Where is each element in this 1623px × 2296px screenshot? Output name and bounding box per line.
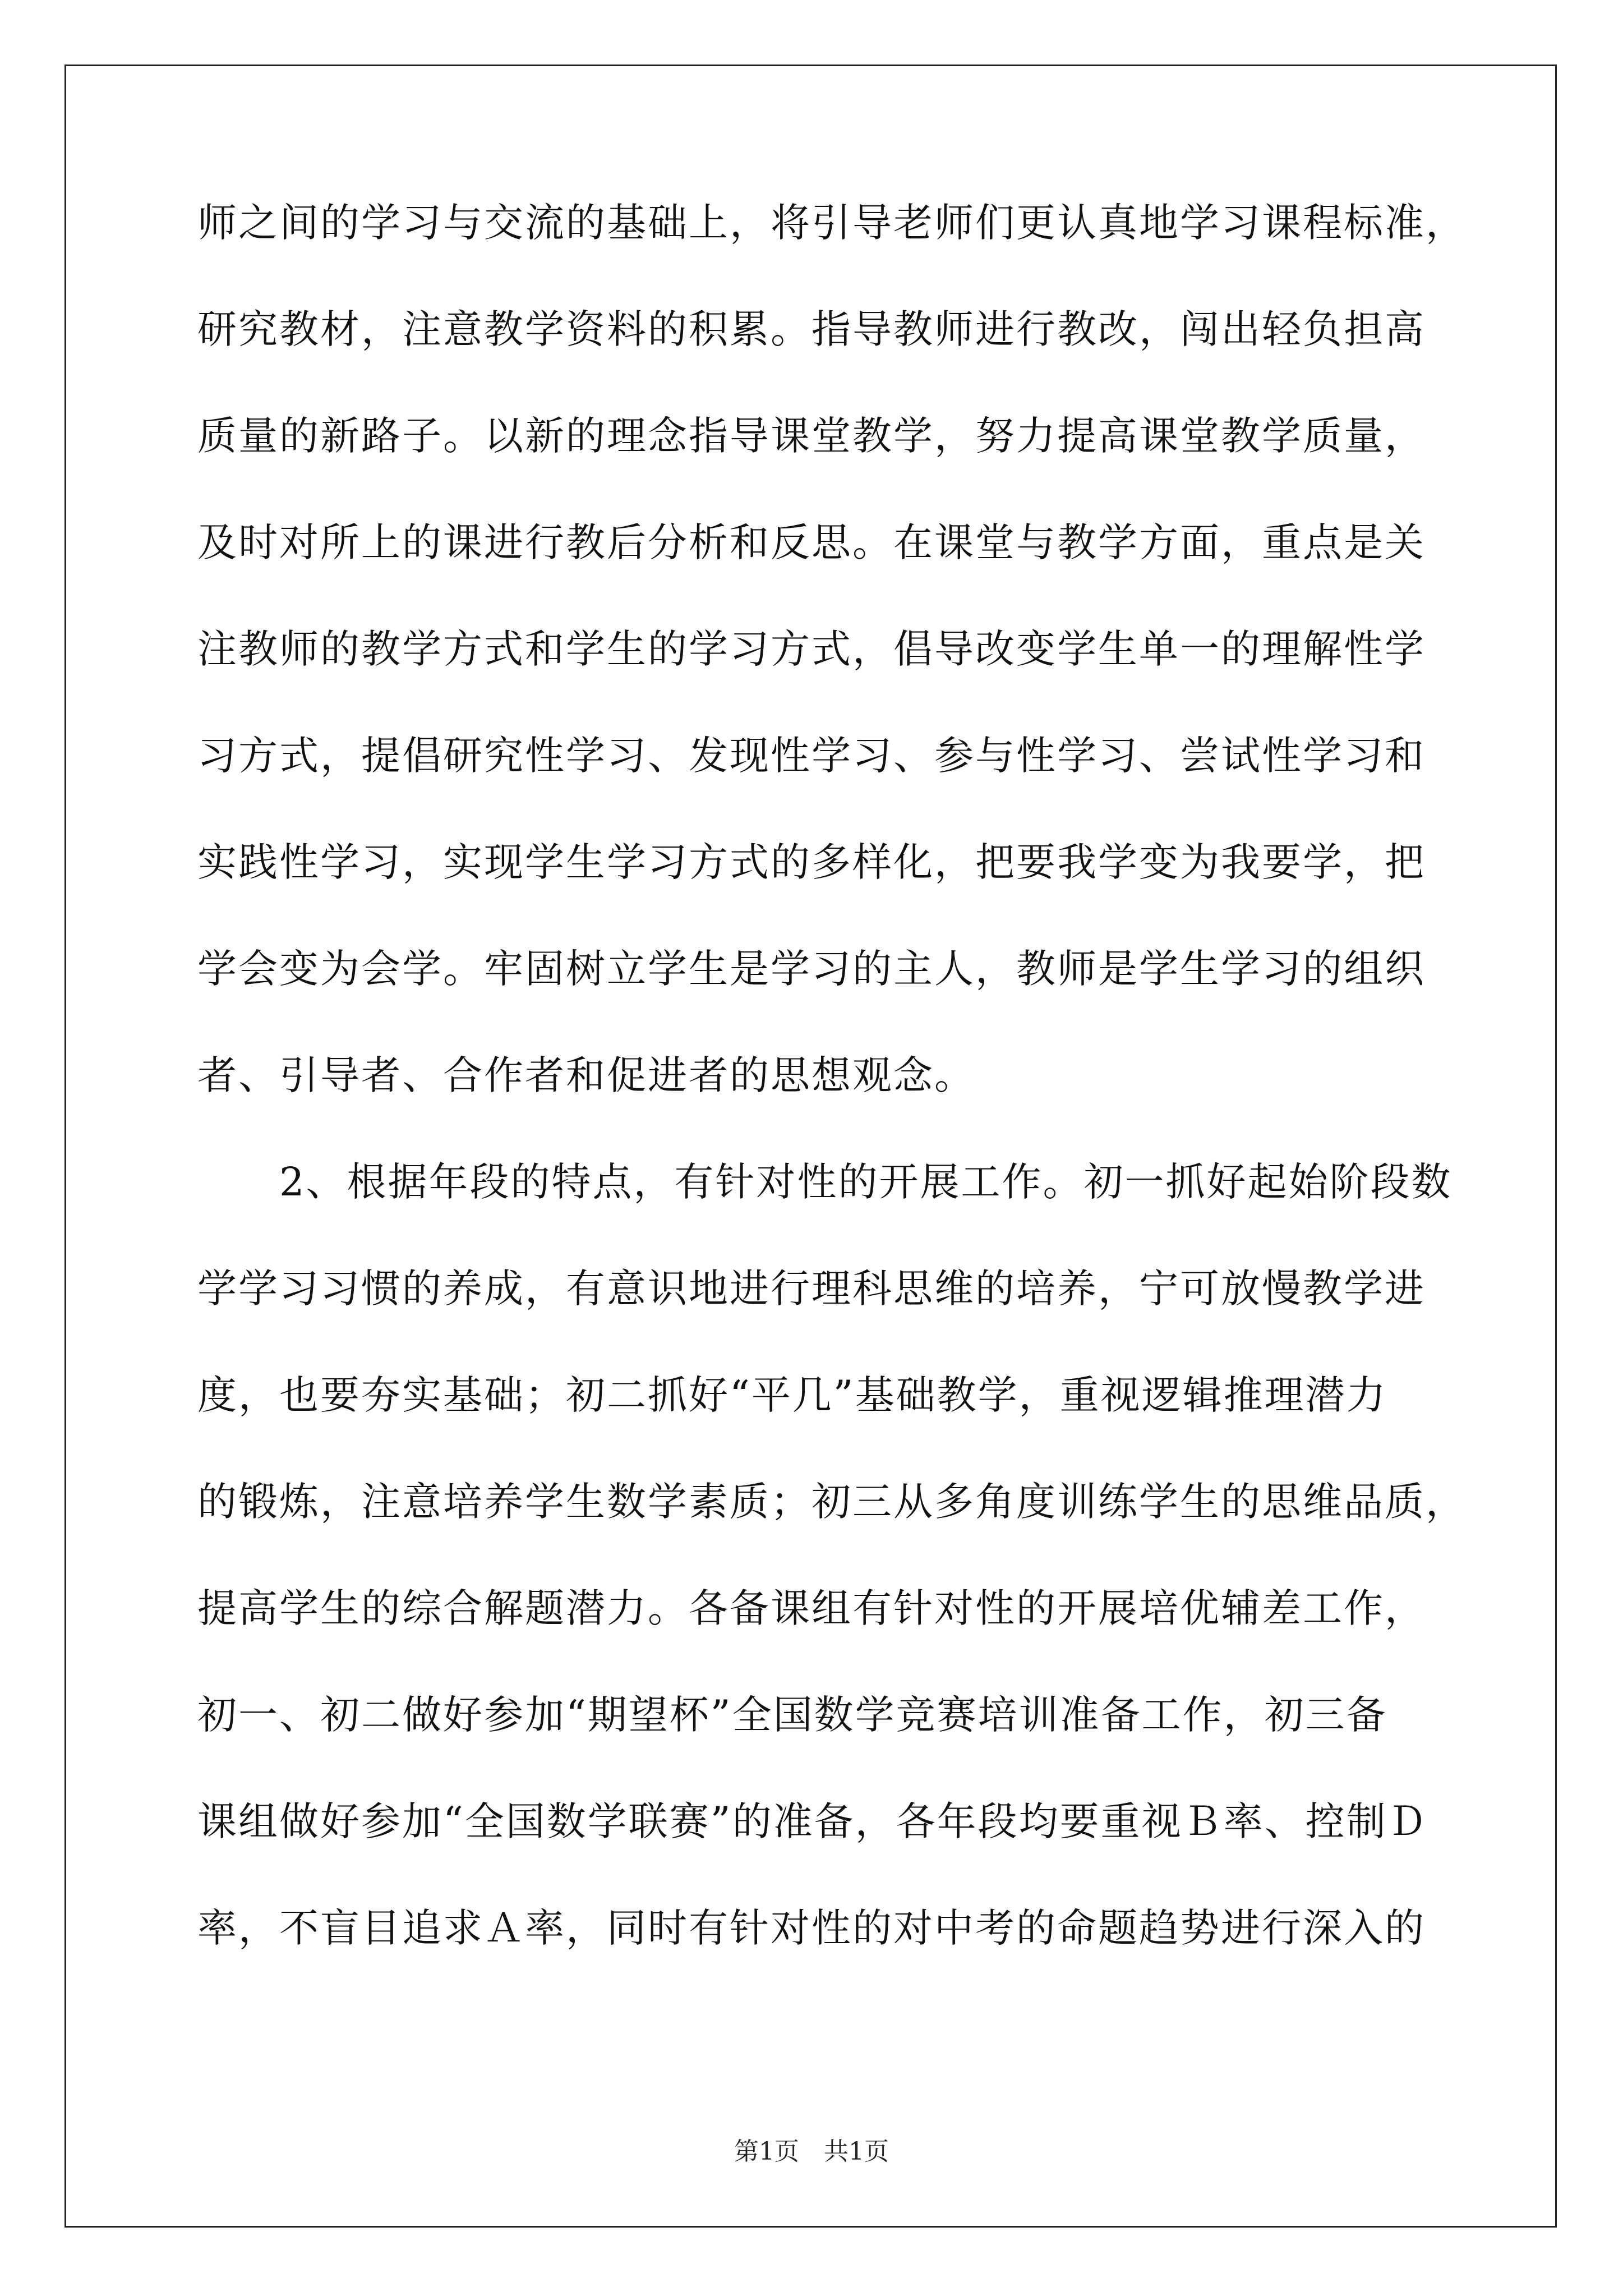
page-footer: 第1页 共1页 [734, 2137, 889, 2166]
text-line: 提高学生的综合解题潜力。各备课组有针对性的开展培优辅差工作， [197, 1585, 1426, 1631]
text-line: 课组做好参加“全国数学联赛”的准备，各年段均要重视Ｂ率、控制Ｄ [197, 1798, 1428, 1844]
text-line: 研究教材，注意教学资料的积累。指导教师进行教改，闯出轻负担高 [197, 306, 1426, 352]
text-line: 学学习习惯的养成，有意识地进行理科思维的培养，宁可放慢教学进 [197, 1266, 1426, 1312]
text-line: 初一、初二做好参加“期望杯”全国数学竞赛培训准备工作，初三备 [197, 1692, 1387, 1738]
text-line: 注教师的教学方式和学生的学习方式，倡导改变学生单一的理解性学 [197, 626, 1426, 672]
text-line: 及时对所上的课进行教后分析和反思。在课堂与教学方面，重点是关 [197, 519, 1426, 565]
paragraph-start-line: 2、根据年段的特点，有针对性的开展工作。初一抓好起始阶段数 [197, 1159, 1453, 1205]
text-line: 实践性学习，实现学生学习方式的多样化，把要我学变为我要学，把 [197, 839, 1426, 885]
text-line: 者、引导者、合作者和促进者的思想观念。 [197, 1052, 975, 1098]
text-line: 师之间的学习与交流的基础上，将引导老师们更认真地学习课程标准， [197, 200, 1467, 246]
text-line: 率，不盲目追求Ａ率，同时有针对性的对中考的命题趋势进行深入的 [197, 1905, 1426, 1951]
text-line: 度，也要夯实基础；初二抓好“平几”基础教学，重视逻辑推理潜力 [197, 1372, 1387, 1418]
text-line: 学会变为会学。牢固树立学生是学习的主人，教师是学生学习的组织 [197, 946, 1426, 992]
text-line: 的锻炼，注意培养学生数学素质；初三从多角度训练学生的思维品质， [197, 1479, 1467, 1525]
text-line: 质量的新路子。以新的理念指导课堂教学，努力提高课堂教学质量， [197, 413, 1426, 459]
text-line: 习方式，提倡研究性学习、发现性学习、参与性学习、尝试性学习和 [197, 733, 1426, 779]
